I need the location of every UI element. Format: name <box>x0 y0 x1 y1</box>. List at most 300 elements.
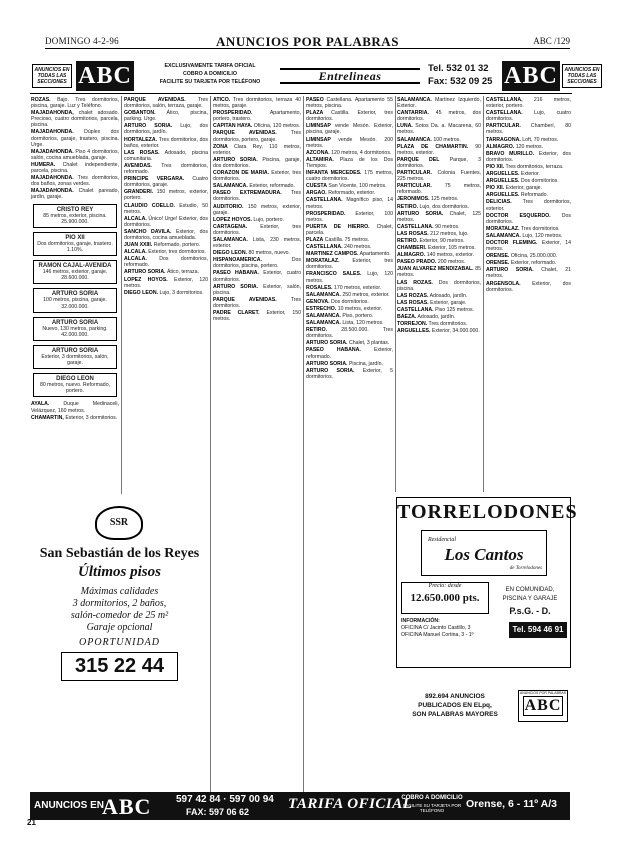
classified-ad-heading: DELICIAS. <box>486 199 512 206</box>
torre-community-line: EN COMUNIDAD, <box>505 587 555 593</box>
classified-ad-heading: PLAZA <box>306 236 324 243</box>
classified-ad <box>31 401 119 413</box>
boxed-ad <box>33 345 117 369</box>
classified-ad-heading: LAS ROSAS. <box>124 149 160 156</box>
classified-ad-text: Tres dormitorios, terraza 40 metros, garaje. <box>213 97 301 110</box>
classified-ad-heading: ORENSE. <box>486 253 510 260</box>
classified-ad-text: Piso, portero. <box>342 313 374 319</box>
classified-ad-text: Dúplex dos dormitorios, garaje, trastero, piscina. Urge. <box>31 129 119 148</box>
classified-ad <box>213 250 301 256</box>
classified-ad-text: 125 metros. <box>431 196 459 203</box>
classified-ad <box>31 97 119 109</box>
classified-ad-text: Exterior, 5 dormitorios. <box>306 367 393 380</box>
classified-ad-text: Exterior, tres dormitorios. <box>213 223 301 236</box>
classified-ad-text: Adosado, piscina comunitaria. <box>124 149 208 162</box>
classified-ad-text: Tres dormitorios. <box>428 321 468 328</box>
classified-ad-text: Chalet pareado, jardín, garaje. <box>31 188 119 201</box>
classified-ad-text: Apartamento. <box>359 251 391 258</box>
classified-ad-heading: ORENSE. <box>486 260 510 267</box>
classified-ad-heading: ALCALA. <box>124 215 147 222</box>
classified-ad-text: Clara Rey, 110 metros, exterior. <box>213 143 301 156</box>
classified-ad-heading: SALAMANCA. <box>397 136 432 143</box>
classified-ad-heading: SALAMANCA. <box>397 97 432 103</box>
classified-ad-heading: PASEO <box>306 97 324 103</box>
classified-ad <box>306 361 393 367</box>
classified-ad-heading: MAJADAHONDA. <box>31 148 74 155</box>
classified-ad-heading: LAS ROZAS. <box>397 279 433 286</box>
torre-builder: P.s.G. - D. <box>509 606 551 616</box>
classified-ad-text: Reformado. <box>520 192 548 199</box>
classified-ad-text: Exterior. <box>520 171 540 178</box>
offer-line: FACILITE SU TARJETA POR TELÉFONO <box>159 79 261 85</box>
classified-ad-heading: PARQUE AVENIDAS. <box>213 130 277 137</box>
classified-ad-heading: ARTURO SORIA. <box>124 123 173 130</box>
classified-ad-text: Castellana. Apartamento 55 metros, piscina. <box>306 97 393 110</box>
agency-logo: Entrelineas <box>280 68 420 84</box>
classified-ad-heading: ARGUELLES. <box>397 328 431 335</box>
classified-ad-heading: PADRE CLARET. <box>213 310 260 316</box>
classified-ad <box>306 320 393 326</box>
footer-address: Orense, 6 - 11º A/3 <box>466 798 557 810</box>
torre-price: 12.650.000 pts. <box>410 592 480 604</box>
boxed-ad-title: PIO XII <box>65 234 85 241</box>
classified-ad <box>124 229 208 241</box>
classified-ad <box>31 129 119 147</box>
classified-ad-text: San Vicente, 100 metros. <box>328 183 387 190</box>
torre-parking-line: PISCINA Y GARAJE <box>502 596 558 602</box>
torre-title: TORRELODONES <box>397 501 578 523</box>
classified-ad <box>486 233 571 239</box>
footer-abc: ABC <box>102 794 152 819</box>
classified-ad-heading: RETIRO. <box>306 327 328 334</box>
classified-ad <box>397 259 481 265</box>
classified-ad <box>397 293 481 299</box>
classified-ad-heading: AZCONA. <box>306 149 330 156</box>
footer-phones: 597 42 84 · 597 00 94 <box>176 794 274 805</box>
classified-ad-text: Exterior, tres dormitorios. <box>148 249 206 256</box>
classified-ad-heading: ARTURO SORIA. <box>124 269 166 276</box>
boxed-ad-body: 146 metros, exterior, garaje. 28.600.000. <box>42 269 108 282</box>
ssr-line: Garaje opcional <box>86 622 153 633</box>
boxed-ad-title: ARTURO SORIA <box>51 291 99 298</box>
ssr-tagline: OPORTUNIDAD <box>79 637 160 648</box>
classified-ad <box>486 151 571 163</box>
ad-torrelodones <box>396 497 578 668</box>
classified-ad-heading: CHAMARTIN, <box>31 414 64 421</box>
classified-ad <box>397 110 481 122</box>
classified-ad-heading: ARGUELLES. <box>486 178 520 185</box>
classified-ad <box>124 242 208 248</box>
classified-ad-text: Piso 125 metros. <box>435 306 474 313</box>
classified-ad-text: Adosado, jardín. <box>429 292 468 299</box>
classified-ad <box>306 271 393 283</box>
classified-ad <box>486 178 571 184</box>
classified-ad-heading: MAJADAHONDA, <box>31 110 74 117</box>
classified-ad <box>486 226 571 232</box>
classified-ad-heading: LAS ROSAS. <box>397 230 429 237</box>
classified-ad <box>306 137 393 149</box>
ssr-logo: SSR <box>95 506 143 540</box>
classified-ad-text: Dos dormitorios. <box>520 178 559 185</box>
ssr-title: San Sebastián de los Reyes <box>39 546 200 561</box>
classified-ad-text: Único! Urge! Exterior, dos dormitorios. <box>124 215 208 228</box>
classified-ad-heading: JUAN ALVAREZ MENDIZABAL. <box>397 266 474 273</box>
classified-ad <box>213 217 301 223</box>
classified-ad-text: Piso 4 dormitorios, salón, cocina amueblada, garaje. <box>31 148 119 161</box>
classified-ad-heading: PASEO HABANA. <box>213 270 259 277</box>
classified-ad <box>213 123 301 129</box>
classified-ad <box>486 144 571 150</box>
boxed-ad <box>33 232 117 256</box>
classified-ad <box>397 170 481 182</box>
classified-ad-heading: SALAMANCA. <box>306 320 341 327</box>
classified-ad-text: Dos dormitorios. <box>486 212 571 225</box>
boxed-ad-title: ARTURO SORIA <box>51 347 99 354</box>
classified-ad <box>486 281 571 293</box>
classified-ad-heading: PARTICULAR. <box>397 170 432 177</box>
classified-ad-heading: CASTELLANA. <box>397 223 434 230</box>
classified-ad <box>306 157 393 169</box>
classified-ad-heading: SALAMANCA. <box>486 232 521 239</box>
classified-ad <box>486 123 571 135</box>
classified-ad <box>306 150 393 156</box>
torre-info-label: INFORMACIÓN: <box>401 618 440 624</box>
classified-ad-text: Exterior, 3 dormitorios. <box>65 414 118 421</box>
classified-ad-heading: ALTAMIRA. <box>306 156 334 163</box>
classified-ad-text: Chalet, parcela. <box>306 223 393 236</box>
classified-ad <box>397 231 481 237</box>
offer-line: COBRO A DOMICILIO <box>182 71 238 77</box>
classified-ad <box>124 137 208 149</box>
classified-ad-heading: MARTINEZ CAMPOS. <box>306 251 359 258</box>
classified-ad-text: Lujo, 120 metros. <box>522 232 563 239</box>
classified-ad <box>213 144 301 156</box>
classified-ad <box>486 164 571 170</box>
classified-ad-text: 90 metros. <box>435 223 460 230</box>
classified-ad-heading: ATICO. <box>213 97 231 103</box>
classified-ad <box>306 299 393 305</box>
ads-column-6 <box>486 97 571 497</box>
classified-ad-text: Exterior, reformado. <box>249 183 295 190</box>
classified-ad-heading: MORATALAZ. <box>306 258 340 265</box>
classified-ad-heading: MORATALAZ. <box>486 225 520 232</box>
classified-ad <box>306 224 393 236</box>
classified-ad-heading: ARTURO SORIA. <box>213 156 258 163</box>
classified-ad-heading: ROZAS. <box>31 97 51 103</box>
torre-info <box>401 618 507 639</box>
classified-ad <box>124 189 208 201</box>
ads-column-5 <box>397 97 481 497</box>
promo-line: PUBLICADOS EN ELpq, <box>418 702 492 709</box>
classified-ad-text: 170 metros, exterior. <box>333 284 382 291</box>
boxed-ad-body: Nuevo, 130 metros, parking. 42.000.000. <box>42 325 108 338</box>
classified-ad-heading: ALCALA. <box>124 256 147 263</box>
classified-ad <box>306 313 393 319</box>
classified-ad-heading: SANCHO DAVILA. <box>124 228 172 235</box>
classified-ad-text: Chalet independiente, parcela, piscina. <box>31 161 119 175</box>
classified-ad-text: Chamberí, 80 metros. <box>486 123 571 136</box>
classified-ad-heading: HUMERA. <box>31 161 56 168</box>
classified-ad-text: Exterior, 90 metros. <box>419 237 465 244</box>
classified-ad-heading: CANTARRIA. <box>397 110 429 117</box>
page-label: ABC /129 <box>533 36 570 46</box>
classified-ad-heading: ZONA <box>213 143 228 150</box>
classified-ad-heading: SALAMANCA. <box>306 291 341 298</box>
classified-ad <box>397 266 481 278</box>
classified-ad <box>306 251 393 257</box>
footer-left: ANUNCIOS EN <box>34 800 105 811</box>
classified-ad-text: Piscina, garaje, dos dormitorios. <box>213 156 302 169</box>
classified-ad <box>306 237 393 243</box>
classified-ad-heading: MAJADAHONDA. <box>31 175 74 182</box>
classified-ad-text: Exterior, dos dormitorios. <box>486 150 571 163</box>
classified-ad <box>306 197 393 209</box>
torre-community <box>493 586 567 616</box>
classified-ad <box>31 149 119 161</box>
classified-ad-text: 200 metros. <box>437 259 466 266</box>
classified-ad <box>124 249 208 255</box>
classified-ad <box>397 321 481 327</box>
classified-ad-text: 28.500.000. Tres dormitorios. <box>306 327 393 340</box>
classified-ad-heading: PIO XII. <box>486 185 505 192</box>
classified-ad-heading: BRAVO MURILLO. <box>486 150 535 157</box>
boxed-ad-title: RAMON CAJAL-AVENIDA <box>38 263 112 270</box>
classified-ad-heading: CLAUDIO COELLO. <box>124 202 175 209</box>
classified-ad <box>397 211 481 223</box>
classified-ad-text: Sotos Da. a. Macarena, 60 metros. <box>397 123 481 136</box>
classified-ad-text: Lista, 230 metros, exterior. <box>213 236 301 250</box>
ad-anuncios-promo <box>396 690 571 730</box>
classified-ad-text: Lujo, dos dormitorios. <box>419 203 470 210</box>
classified-ad <box>486 171 571 177</box>
boxed-ad <box>33 373 117 397</box>
classified-ad <box>306 211 393 223</box>
classified-ad <box>486 253 571 259</box>
classified-ad-heading: RETIRO. <box>397 237 419 244</box>
classified-ad <box>213 97 301 109</box>
ads-column-1 <box>31 97 119 497</box>
classified-ad <box>397 137 481 143</box>
classified-ad-heading: ARTURO SORIA. <box>306 367 355 374</box>
classified-ad-text: Tres dormitorios, portero, garaje. <box>213 130 301 143</box>
classified-ad-heading: ARGAO. <box>306 190 327 197</box>
classified-ad-heading: LAS ROZAS. <box>397 292 429 299</box>
classified-ad-text: Bajo. Tres dormitorios, piscina, garaje. Luz y Teléfono. <box>31 97 119 110</box>
abc-logo-right: ABC <box>502 61 560 91</box>
classified-ad <box>124 110 208 122</box>
classified-ad-heading: JUAN XXIII. <box>124 242 153 249</box>
classified-ad-heading: CAPITAN HAYA. <box>213 123 253 130</box>
classified-ad-heading: CASTELLANA. <box>306 197 343 204</box>
classified-ad-heading: ARTURO SORIA. <box>306 360 348 367</box>
classified-ad <box>306 306 393 312</box>
classified-ad-text: Exterior, 34.000.000. <box>431 328 480 335</box>
classified-ad-heading: ESTRECHO. <box>306 305 337 312</box>
classified-ad-heading: LAS ROSAS. <box>397 299 429 306</box>
classified-ad-heading: GRANDERI. <box>124 189 154 196</box>
abc-logo-left: ABC <box>76 61 134 91</box>
classified-ad-text: vende Mesón. 200 metros. <box>306 136 393 149</box>
classified-ad <box>397 314 481 320</box>
torre-info-line: OFICINA Manuel Cortina, 3 - 1º <box>401 632 474 638</box>
classified-ad-text: Martinez Izquierdo, Exterior. <box>397 97 481 110</box>
classified-ad <box>213 190 301 202</box>
classified-ad-text: 216 metros, exterior, portero. <box>486 97 571 110</box>
classified-ad <box>213 237 301 249</box>
classified-ad <box>397 280 481 292</box>
classified-ad-heading: PLAZA DE CHAMARTIN. <box>397 143 469 150</box>
ssr-subtitle: Últimos pisos <box>78 564 161 580</box>
boxed-ad-body: Dos dormitorios, garaje, trastero. 1.10%. <box>37 240 113 253</box>
classified-ad-text: Reformado, exterior. <box>328 190 376 197</box>
banner-fax: Fax: 532 09 25 <box>428 76 493 87</box>
classified-ad <box>397 196 481 202</box>
classified-ad-text: Plaza de los Dos Tiempos. <box>306 156 393 169</box>
classified-ad-text: Dos dormitorios, piscina. <box>397 279 481 292</box>
classified-ad-heading: SALAMANCA. <box>306 313 341 319</box>
classified-ad-text: Exterior, 105 metros. <box>427 245 476 252</box>
classified-ad-text: Tres dormitorios, terraza. <box>505 163 564 170</box>
issue-date: DOMINGO 4-2-96 <box>45 36 119 46</box>
classified-ad <box>306 327 393 339</box>
classified-ad-heading: ALMAGRO. <box>397 252 426 259</box>
classified-ad-text: Magnífico piso, 14 metros. <box>306 197 393 210</box>
classified-ad <box>306 110 393 122</box>
ads-column-4 <box>306 97 393 789</box>
classified-ad-text: 212 metros, lujo. <box>430 230 469 237</box>
classified-ad-heading: CORAZON DE MARIA. <box>213 170 270 177</box>
classified-ad <box>31 175 119 187</box>
classified-ad <box>486 97 571 109</box>
classified-ad <box>306 183 393 189</box>
classified-ad-text: Loft, 70 metros. <box>522 136 559 143</box>
classified-ad-heading: ARGENSOLA. <box>486 280 521 287</box>
torre-info-line: OFICINA C/ Jacinto Castillo, 3 <box>401 625 471 631</box>
ssr-phone: 315 22 44 <box>61 652 178 681</box>
classified-ad-text: Exterior, 14 metros. <box>486 239 571 253</box>
classified-ad <box>213 270 301 282</box>
classified-ad <box>124 150 208 162</box>
classified-ad <box>213 284 301 296</box>
ssr-line: Máximas calidades <box>80 586 159 597</box>
classified-ad <box>213 130 301 142</box>
classified-ad-text: Colonia Fuentes, 225 metros. <box>397 170 481 183</box>
classified-ad <box>306 244 393 250</box>
ssr-line: 3 dormitorios, 2 baños, <box>72 598 167 609</box>
banner-right-label: ANUNCIOS EN TODAS LAS SECCIONES <box>562 64 602 88</box>
classified-ad-heading: GENOVA. <box>306 298 330 305</box>
classified-ad-text: Exterior, cuatro dormitorios. <box>213 270 301 283</box>
classified-ad-heading: AVENIDAS. <box>124 162 152 169</box>
classified-ad-text: 100 metros. <box>433 136 461 143</box>
classified-ad <box>397 144 481 156</box>
classified-ad-heading: PRINCIPE VERGARA. <box>124 176 185 183</box>
boxed-ad <box>33 317 117 341</box>
classified-ad-text: Reformado, portero. <box>153 242 201 249</box>
classified-ad <box>124 163 208 175</box>
classified-ad-text: Oficina, 25.000.000. <box>510 253 558 260</box>
classified-ad <box>397 157 481 169</box>
promo-logo <box>518 690 568 722</box>
classified-ad-heading: INFANTA MERCEDES. <box>306 170 362 177</box>
classified-ad-text: Exterior, 100 metros. <box>306 210 393 223</box>
classified-ad-heading: ARGUELLES. <box>486 171 520 178</box>
classified-ad-heading: DOCTOR FLEMING. <box>486 239 538 246</box>
offer-line: EXCLUSIVAMENTE TARIFA OFICIAL <box>164 63 256 69</box>
classified-ad <box>486 199 571 211</box>
classified-ad <box>397 123 481 135</box>
classified-ad-text: Exterior, reformado. <box>510 260 557 267</box>
classified-ad-text: Tres dormitorios, exterior. <box>486 199 571 212</box>
classified-ad-text: 250 metros, exterior. <box>342 291 390 298</box>
classified-ad <box>213 204 301 216</box>
classified-ad <box>124 290 208 296</box>
classified-ad <box>306 170 393 182</box>
classified-ad <box>31 110 119 128</box>
boxed-ad-body: 85 metros, exterior, piscina. 25.900.000. <box>43 212 107 225</box>
classified-ad-heading: SALAMANCA. <box>213 183 248 190</box>
classified-ad-heading: ARTURO SORIA. <box>486 267 534 274</box>
classified-ad-text: 45 metros, dos dormitorios. <box>397 110 481 123</box>
classified-ad <box>213 110 301 122</box>
page-header <box>45 35 570 49</box>
promo-logo-caption: ANUNCIOS POR PALABRAS <box>519 691 567 695</box>
classified-ad-text: Castilla. 75 metros. <box>324 236 370 243</box>
classified-ad-text: Lujo, dos dormitorios, jardín. <box>124 123 208 136</box>
classified-ad-text: Piscina, jardín. <box>348 360 383 367</box>
classified-ad-heading: SALAMANCA. <box>213 236 248 243</box>
classified-ad-heading: LIMINSAP <box>306 136 331 143</box>
classified-ad-text: Chalet, 21 metros. <box>486 267 571 280</box>
classified-ad <box>306 285 393 291</box>
torre-brand: Los Cantos <box>444 545 524 564</box>
classified-ad-text: Dos dormitorios. <box>331 298 369 305</box>
ssr-lines <box>31 586 208 634</box>
classified-ad <box>397 97 481 109</box>
classified-ad <box>397 245 481 251</box>
classified-ad-heading: ARTURO SORIA. <box>397 210 444 217</box>
classified-ad-heading: GOBANTON. <box>124 110 156 117</box>
classified-ad-heading: PROSPERIDAD. <box>213 110 253 117</box>
classified-ad <box>213 224 301 236</box>
classified-ad-text: Castilla. Exterior, tres dormitorios. <box>306 110 393 123</box>
classified-ad-heading: LOPEZ HOYOS. <box>124 276 168 283</box>
torre-phone: Tel. 594 46 91 <box>509 622 567 638</box>
classified-ad-heading: CUESTA <box>306 183 327 190</box>
classified-ad-heading: AUDITORIO. <box>213 203 244 210</box>
classified-ad-heading: RETIRO. <box>397 203 419 210</box>
classified-ad-text: Estudio, 50 metros. <box>124 202 208 215</box>
classified-ad-heading: CHAMBERI. <box>397 245 427 252</box>
classified-ad-text: 120 metros, 4 dormitorios. <box>331 149 392 156</box>
classified-ad <box>486 240 571 252</box>
classified-ad-text: Dos dormitorios, reformado. <box>124 256 208 269</box>
classified-ad-text: 140 metros, exterior. <box>426 252 474 259</box>
classified-ad-heading: LUNA. <box>397 123 413 130</box>
classified-ad-text: Apartamento, portero, trastero. <box>213 110 301 123</box>
footer-tarifa: TARIFA OFICIAL <box>288 796 413 812</box>
classified-ad-heading: PARQUE AVENIDAS. <box>124 97 186 103</box>
classified-ad-text: 85 metros. <box>397 266 481 279</box>
classified-ad-text: Exterior, salón, piscina. <box>213 283 301 296</box>
banner-offer <box>140 62 280 86</box>
classified-ad-heading: PARQUE DEL <box>397 156 440 163</box>
classified-ad-heading: PIO XII. <box>486 163 505 170</box>
banner-left-label: ANUNCIOS EN TODAS LAS SECCIONES <box>32 64 72 88</box>
classified-ad-heading: MAJADAHONDA. <box>31 188 74 195</box>
classified-ad-heading: PUERTA DE HIERRO. <box>306 223 370 230</box>
classified-ad <box>306 368 393 380</box>
